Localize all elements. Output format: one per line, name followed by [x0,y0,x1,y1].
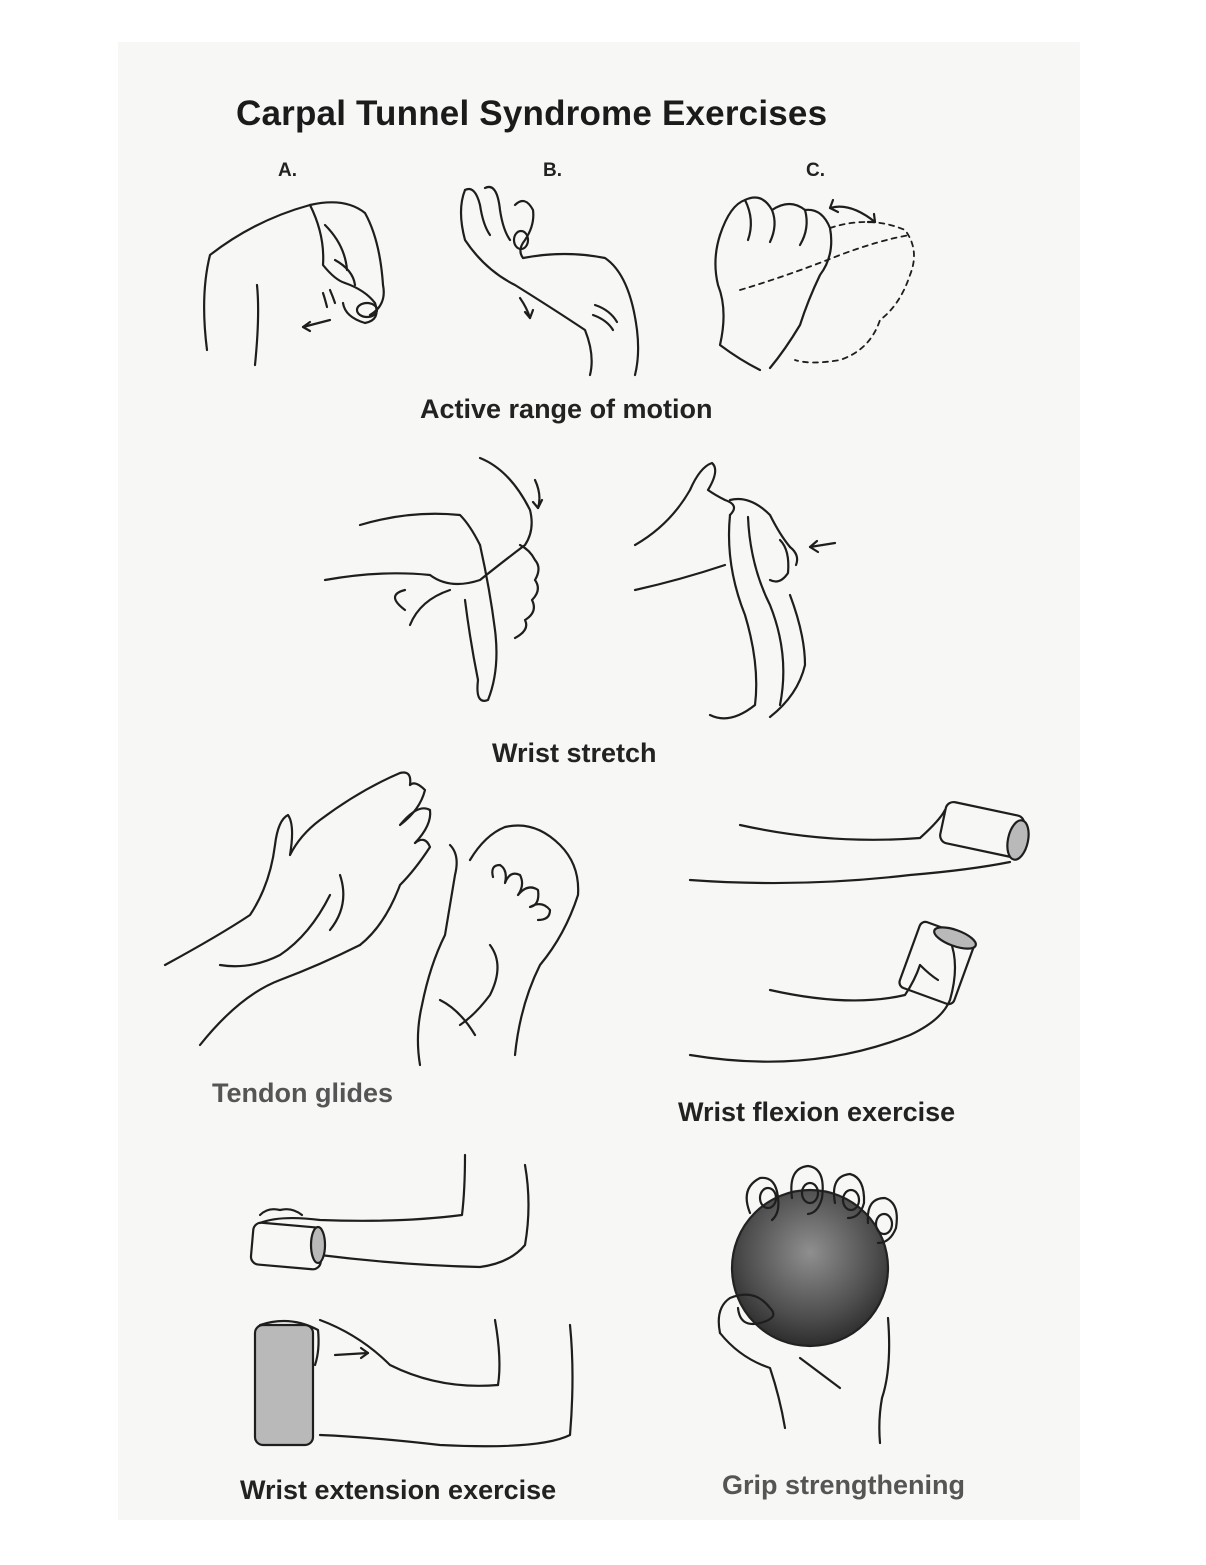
wrist-stretch-flexion-illustration [320,450,560,710]
wrist-stretch-extension-illustration [630,455,840,730]
grip-strengthening-illustration [710,1158,960,1448]
panel-label-b: B. [543,160,562,181]
tendon-glides-illustration [160,765,600,1075]
caption-active-range-of-motion: Active range of motion [420,394,713,424]
hand-fingertips-illustration [195,185,405,375]
document-title: Carpal Tunnel Syndrome Exercises [236,94,828,133]
caption-wrist-stretch: Wrist stretch [492,738,657,768]
wrist-flexion-illustration [680,800,1050,1090]
caption-wrist-flexion-exercise: Wrist flexion exercise [678,1097,956,1127]
panel-label-c: C. [806,160,825,181]
hand-flexing-illustration [445,180,660,380]
caption-grip-strengthening: Grip strengthening [722,1470,965,1500]
fist-wrist-motion-illustration [700,180,930,380]
wrist-extension-illustration [240,1145,580,1475]
panel-label-a: A. [278,160,297,181]
caption-tendon-glides: Tendon glides [212,1078,393,1108]
caption-wrist-extension-exercise: Wrist extension exercise [240,1475,557,1505]
